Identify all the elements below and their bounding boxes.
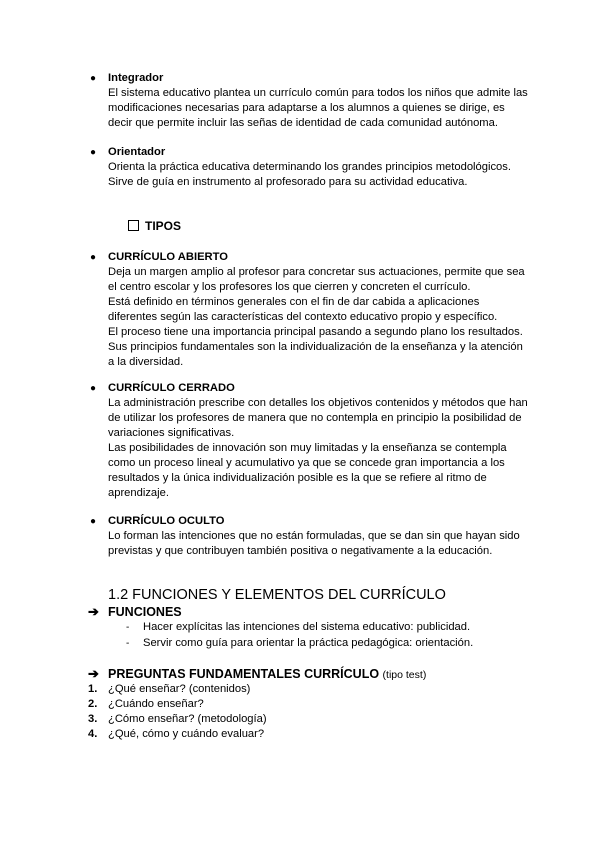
checkbox-icon bbox=[128, 220, 139, 231]
preguntas-title-text: PREGUNTAS FUNDAMENTALES CURRÍCULO bbox=[108, 667, 380, 681]
bullet-icon: ● bbox=[90, 73, 97, 84]
abierto-line: el centro escolar y los profesores los que cierren y concreten el currículo. bbox=[108, 281, 471, 293]
integrador-title: Integrador bbox=[108, 72, 164, 84]
arrow-right-icon: ➔ bbox=[88, 604, 99, 619]
bullet-icon: ● bbox=[90, 147, 97, 158]
oculto-title: CURRÍCULO OCULTO bbox=[108, 515, 225, 527]
cerrado-line: Las posibilidades de innovación son muy limitadas y la enseñanza se contempla bbox=[108, 442, 507, 454]
cerrado-line: La administración prescribe con detalles los objetivos contenidos y métodos que han bbox=[108, 397, 528, 409]
list-number: 2. bbox=[88, 698, 98, 710]
orientador-line: Orienta la práctica educativa determinando los grandes principios metodológicos. bbox=[108, 161, 511, 173]
section-title: 1.2 FUNCIONES Y ELEMENTOS DEL CURRÍCULO bbox=[108, 587, 446, 603]
bullet-icon: ● bbox=[90, 383, 97, 394]
preguntas-title bbox=[108, 666, 426, 683]
list-item: ¿Qué, cómo y cuándo evaluar? bbox=[108, 728, 265, 740]
cerrado-line: variaciones significativas. bbox=[108, 427, 235, 439]
cerrado-line: de utilizar los profesores de manera que no contempla en principio la posibilidad de bbox=[108, 412, 522, 424]
list-number: 4. bbox=[88, 728, 98, 740]
abierto-line: Deja un margen amplio al profesor para concretar sus actuaciones, permite que sea bbox=[108, 266, 525, 278]
abierto-title: CURRÍCULO ABIERTO bbox=[108, 251, 228, 263]
funciones-item: Hacer explícitas las intenciones del sistema educativo: publicidad. bbox=[143, 621, 471, 633]
integrador-line: decir que permite incluir las señas de identidad de cada comunidad autónoma. bbox=[108, 117, 498, 129]
bullet-icon: ● bbox=[90, 252, 97, 263]
arrow-right-icon: ➔ bbox=[88, 666, 99, 681]
integrador-line: El sistema educativo plantea un currículo común para todos los niños que admite las bbox=[108, 87, 528, 99]
abierto-line: El proceso tiene una importancia principal pasando a segundo plano los resultados. bbox=[108, 326, 523, 338]
oculto-line: Lo forman las intenciones que no están formuladas, que se dan sin que hayan sido bbox=[108, 530, 520, 542]
orientador-line: Sirve de guía en instrumento al profesorado para su actividad educativa. bbox=[108, 176, 468, 188]
bullet-icon: ● bbox=[90, 516, 97, 527]
tipos-label: TIPOS bbox=[145, 219, 182, 233]
dash-icon: - bbox=[126, 638, 130, 649]
cerrado-line: como un proceso lineal y acumulativo ya que se concede gran importancia a los bbox=[108, 457, 505, 469]
list-item: ¿Qué enseñar? (contenidos) bbox=[108, 683, 251, 695]
abierto-line: diferentes según las características del contexto educativo propio y específico. bbox=[108, 311, 498, 323]
list-number: 1. bbox=[88, 683, 98, 695]
orientador-title: Orientador bbox=[108, 146, 166, 158]
abierto-line: Sus principios fundamentales son la individualización de la enseñanza y la atención bbox=[108, 341, 523, 353]
abierto-line: Está definido en términos generales con el fin de dar cabida a aplicaciones bbox=[108, 296, 480, 308]
abierto-line: a la diversidad. bbox=[108, 356, 184, 368]
integrador-line: modificaciones necesarias para adaptarse a los alumnos a quienes se dirige, es bbox=[108, 102, 505, 114]
cerrado-title: CURRÍCULO CERRADO bbox=[108, 382, 235, 394]
tipos-heading bbox=[128, 219, 181, 234]
list-item: ¿Cómo enseñar? (metodología) bbox=[108, 713, 267, 725]
list-number: 3. bbox=[88, 713, 98, 725]
cerrado-line: resultados y la única individualización posible es la que se refiere al ritmo de bbox=[108, 472, 487, 484]
oculto-line: previstas y que contribuyen también positiva o negativamente a la educación. bbox=[108, 545, 493, 557]
cerrado-line: aprendizaje. bbox=[108, 487, 169, 499]
funciones-item: Servir como guía para orientar la práctica pedagógica: orientación. bbox=[143, 637, 474, 649]
dash-icon: - bbox=[126, 622, 130, 633]
list-item: ¿Cuándo enseñar? bbox=[108, 698, 204, 710]
preguntas-note: (tipo test) bbox=[382, 669, 427, 681]
funciones-title: FUNCIONES bbox=[108, 605, 182, 619]
